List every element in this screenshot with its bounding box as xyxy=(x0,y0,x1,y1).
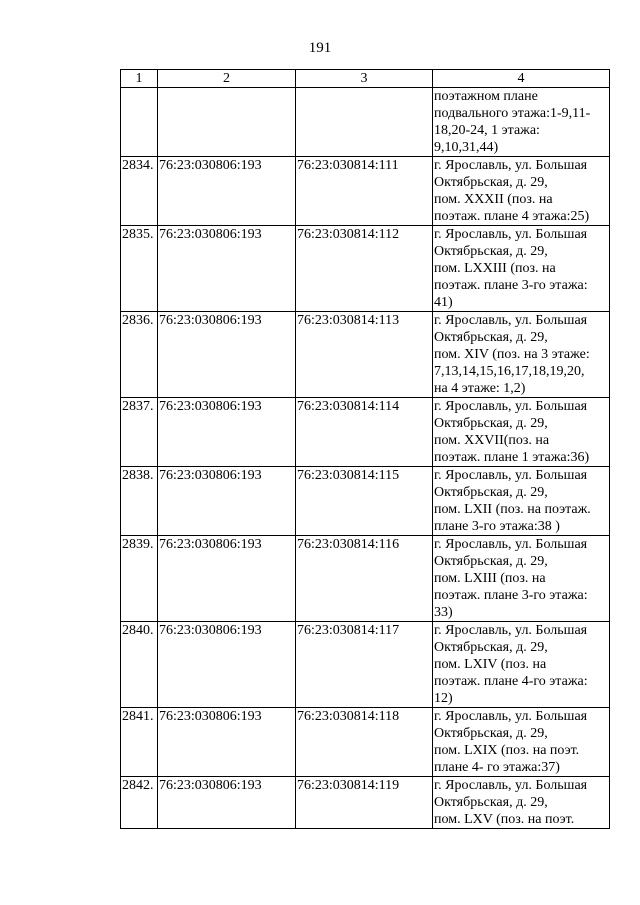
row-number-cell: 2835. xyxy=(121,226,158,312)
address-line: поэтаж. плане 3-го этажа: xyxy=(434,588,588,603)
address-line: Октябрьская, д. 29, xyxy=(434,726,548,741)
premises-number-cell xyxy=(296,88,433,157)
table-row xyxy=(121,467,610,536)
cadastral-number-cell: 76:23:030806:193 xyxy=(158,708,296,777)
address-line: пом. LXIII (поз. на xyxy=(434,571,546,586)
premises-number-cell: 76:23:030814:113 xyxy=(296,312,433,398)
address-line: Октябрьская, д. 29, xyxy=(434,244,548,259)
address-line: пом. LXV (поз. на поэт. xyxy=(434,812,575,827)
page-number: 191 xyxy=(308,40,332,56)
address-line: поэтаж. плане 4-го этажа: xyxy=(434,674,588,689)
cadastral-number-cell: 76:23:030806:193 xyxy=(158,536,296,622)
address-line: 18,20-24, 1 этажа: xyxy=(434,123,540,138)
address-cell xyxy=(433,708,610,777)
address-cell xyxy=(433,622,610,708)
address-line: пом. XXVII(поз. на xyxy=(434,433,550,448)
address-line: 12) xyxy=(434,691,453,706)
address-line: г. Ярославль, ул. Большая xyxy=(434,537,588,552)
table-row xyxy=(121,536,610,622)
cadastral-number-cell: 76:23:030806:193 xyxy=(158,777,296,829)
row-number-cell: 2837. xyxy=(121,398,158,467)
cadastral-number-cell: 76:23:030806:193 xyxy=(158,467,296,536)
address-line: пом. XXXII (поз. на xyxy=(434,192,553,207)
column-header-3: 3 xyxy=(296,70,433,88)
row-number-cell: 2839. xyxy=(121,536,158,622)
address-cell xyxy=(433,312,610,398)
address-line: 9,10,31,44) xyxy=(434,140,499,155)
address-line: Октябрьская, д. 29, xyxy=(434,795,548,810)
column-header-2: 2 xyxy=(158,70,296,88)
premises-number-cell: 76:23:030814:111 xyxy=(296,157,433,226)
row-number-cell: 2838. xyxy=(121,467,158,536)
address-line: г. Ярославль, ул. Большая xyxy=(434,158,588,173)
address-line: г. Ярославль, ул. Большая xyxy=(434,468,588,483)
table-row xyxy=(121,312,610,398)
address-line: 7,13,14,15,16,17,18,19,20, xyxy=(434,364,585,379)
register-table xyxy=(120,69,610,829)
address-line: поэтаж. плане 4 этажа:25) xyxy=(434,209,590,224)
table-body xyxy=(121,88,610,829)
address-line: подвального этажа:1-9,11- xyxy=(434,106,591,121)
address-line: г. Ярославль, ул. Большая xyxy=(434,227,588,242)
address-line: Октябрьская, д. 29, xyxy=(434,416,548,431)
address-line: пом. XIV (поз. на 3 этаже: xyxy=(434,347,590,362)
address-line: Октябрьская, д. 29, xyxy=(434,175,548,190)
table-row xyxy=(121,88,610,157)
address-cell xyxy=(433,536,610,622)
row-number-cell: 2834. xyxy=(121,157,158,226)
address-line: плане 4- го этажа:37) xyxy=(434,760,560,775)
row-number-cell: 2842. xyxy=(121,777,158,829)
table-row xyxy=(121,226,610,312)
row-number-cell: 2840. xyxy=(121,622,158,708)
address-line: пом. LXIX (поз. на поэт. xyxy=(434,743,580,758)
address-line: г. Ярославль, ул. Большая xyxy=(434,399,588,414)
address-line: г. Ярославль, ул. Большая xyxy=(434,623,588,638)
address-cell xyxy=(433,398,610,467)
address-line: пом. LXII (поз. на поэтаж. xyxy=(434,502,591,517)
premises-number-cell: 76:23:030814:117 xyxy=(296,622,433,708)
address-line: Октябрьская, д. 29, xyxy=(434,554,548,569)
address-line: плане 3-го этажа:38 ) xyxy=(434,519,560,534)
address-line: г. Ярославль, ул. Большая xyxy=(434,778,588,793)
premises-number-cell: 76:23:030814:115 xyxy=(296,467,433,536)
address-line: 41) xyxy=(434,295,453,310)
cadastral-number-cell: 76:23:030806:193 xyxy=(158,312,296,398)
premises-number-cell: 76:23:030814:114 xyxy=(296,398,433,467)
address-line: Октябрьская, д. 29, xyxy=(434,485,548,500)
address-line: поэтаж. плане 3-го этажа: xyxy=(434,278,588,293)
table-row xyxy=(121,622,610,708)
row-number-cell: 2841. xyxy=(121,708,158,777)
cadastral-number-cell: 76:23:030806:193 xyxy=(158,157,296,226)
address-cell xyxy=(433,226,610,312)
table-row xyxy=(121,708,610,777)
address-line: пом. LXXIII (поз. на xyxy=(434,261,556,276)
column-header-4: 4 xyxy=(433,70,610,88)
cadastral-number-cell xyxy=(158,88,296,157)
row-number-cell: 2836. xyxy=(121,312,158,398)
address-line: на 4 этаже: 1,2) xyxy=(434,381,526,396)
table-row xyxy=(121,398,610,467)
premises-number-cell: 76:23:030814:116 xyxy=(296,536,433,622)
address-cell xyxy=(433,157,610,226)
cadastral-number-cell: 76:23:030806:193 xyxy=(158,226,296,312)
address-cell xyxy=(433,777,610,829)
table-row xyxy=(121,777,610,829)
address-line: поэтаж. плане 1 этажа:36) xyxy=(434,450,590,465)
row-number-cell xyxy=(121,88,158,157)
cadastral-number-cell: 76:23:030806:193 xyxy=(158,622,296,708)
address-cell xyxy=(433,88,610,157)
table-row xyxy=(121,157,610,226)
premises-number-cell: 76:23:030814:118 xyxy=(296,708,433,777)
premises-number-cell: 76:23:030814:119 xyxy=(296,777,433,829)
address-line: г. Ярославль, ул. Большая xyxy=(434,313,588,328)
address-cell xyxy=(433,467,610,536)
address-line: Октябрьская, д. 29, xyxy=(434,640,548,655)
table-header-row xyxy=(121,70,610,88)
cadastral-number-cell: 76:23:030806:193 xyxy=(158,398,296,467)
address-line: 33) xyxy=(434,605,453,620)
premises-number-cell: 76:23:030814:112 xyxy=(296,226,433,312)
address-line: поэтажном плане xyxy=(434,89,538,104)
address-line: Октябрьская, д. 29, xyxy=(434,330,548,345)
column-header-1: 1 xyxy=(121,70,158,88)
address-line: г. Ярославль, ул. Большая xyxy=(434,709,588,724)
address-line: пом. LXIV (поз. на xyxy=(434,657,547,672)
